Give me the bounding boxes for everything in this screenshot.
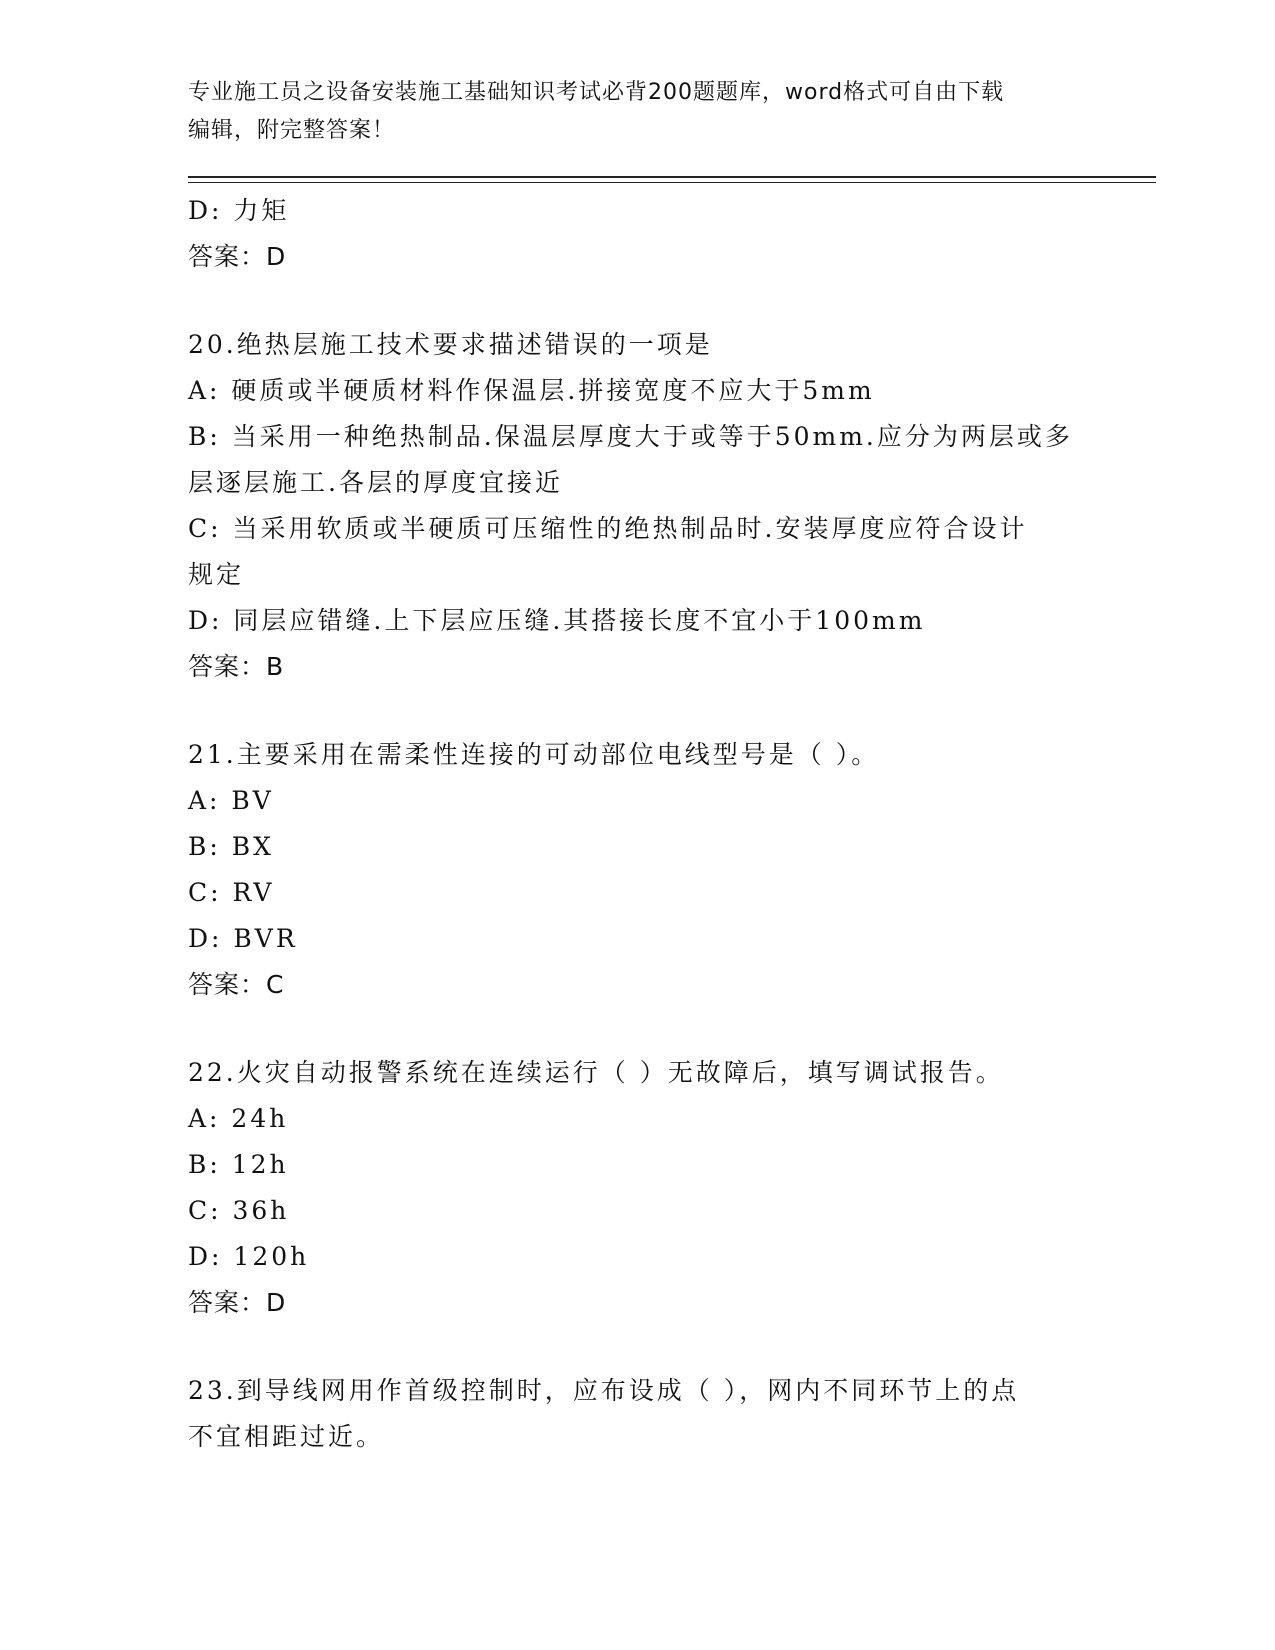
question-block-21 xyxy=(188,732,1088,1008)
option-d: D: 同层应错缝.上下层应压缝.其搭接长度不宜小于100mm xyxy=(188,606,926,635)
question-text: 21.主要采用在需柔性连接的可动部位电线型号是（ ）。 xyxy=(188,740,880,769)
option-b: B: BX xyxy=(188,832,274,861)
option-d: D: 力矩 xyxy=(188,196,290,225)
header-line-2: 编辑，附完整答案！ xyxy=(188,118,396,143)
option-c: C: 36h xyxy=(188,1196,290,1225)
question-block-20 xyxy=(188,322,1088,690)
question-text: 20.绝热层施工技术要求描述错误的一项是 xyxy=(188,330,713,359)
question-block-23 xyxy=(188,1368,1088,1460)
answer-line: 答案：D xyxy=(188,1288,287,1317)
header-divider-thick xyxy=(188,176,1156,178)
option-c: C: 当采用软质或半硬质可压缩性的绝热制品时.安装厚度应符合设计 xyxy=(188,514,1028,543)
option-a: A: 硬质或半硬质材料作保温层.拼接宽度不应大于5mm xyxy=(188,376,875,405)
answer-line: 答案：C xyxy=(188,970,285,999)
option-d: D: 120h xyxy=(188,1242,310,1271)
option-c: C: RV xyxy=(188,878,275,907)
option-b: B: 当采用一种绝热制品.保温层厚度大于或等于50mm.应分为两层或多 xyxy=(188,422,1073,451)
question-list xyxy=(188,188,1088,1460)
question-text: 22.火灾自动报警系统在连续运行（ ）无故障后，填写调试报告。 xyxy=(188,1058,1004,1087)
option-c-continued: 规定 xyxy=(188,560,245,589)
option-a: A: 24h xyxy=(188,1104,289,1133)
option-a: A: BV xyxy=(188,786,274,815)
answer-line: 答案：B xyxy=(188,652,285,681)
question-text-continued: 不宜相距过近。 xyxy=(188,1422,385,1451)
option-b: B: 12h xyxy=(188,1150,289,1179)
option-d: D: BVR xyxy=(188,924,298,953)
question-block-22 xyxy=(188,1050,1088,1326)
header-line-1: 专业施工员之设备安装施工基础知识考试必背200题题库，word格式可自由下载 xyxy=(188,80,1005,105)
answer-line: 答案：D xyxy=(188,242,287,271)
question-text: 23.到导线网用作首级控制时，应布设成（ ），网内不同环节上的点 xyxy=(188,1376,1020,1405)
question-block-19 xyxy=(188,188,1088,280)
document-header xyxy=(188,74,1068,150)
header-divider-thin xyxy=(188,182,1156,183)
option-b-continued: 层逐层施工.各层的厚度宜接近 xyxy=(188,468,563,497)
